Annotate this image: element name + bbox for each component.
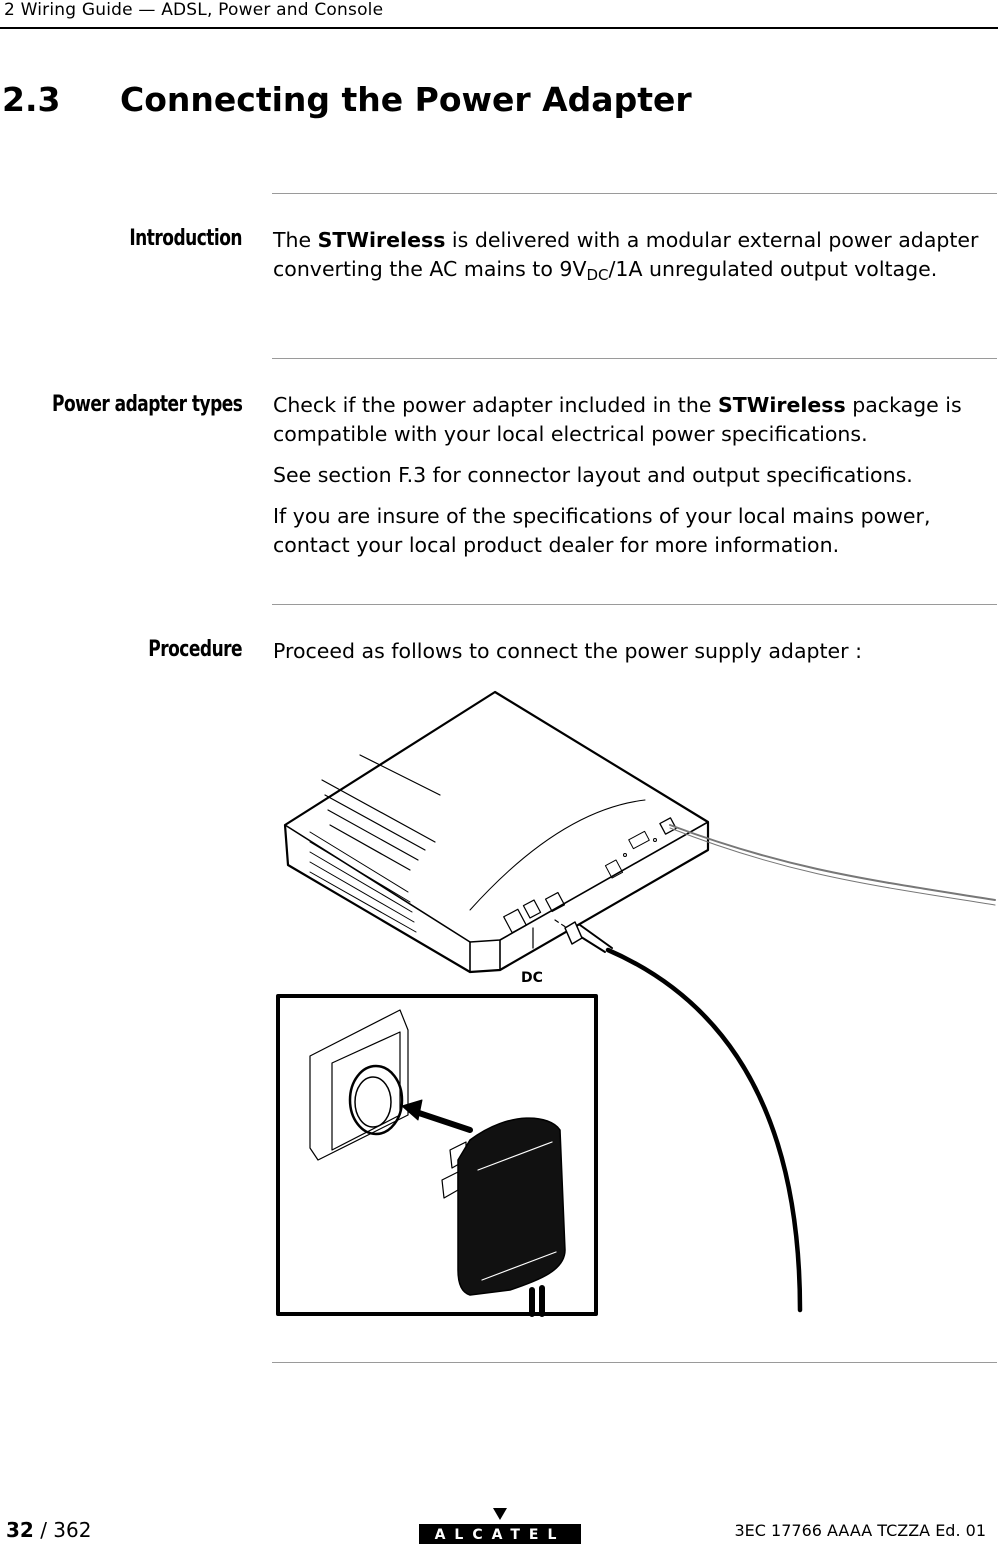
- text-run: package is compatible with your local electrical power specifications.: [273, 393, 962, 446]
- divider-rule: [272, 193, 997, 194]
- page-separator: /: [33, 1518, 54, 1542]
- section-title: [2, 80, 692, 119]
- side-label-procedure: Procedure: [148, 637, 242, 662]
- router-illustration: [285, 692, 708, 972]
- paragraph: If you are insure of the specifications of your local mains power, contact your local product dealer for more information.: [273, 504, 931, 557]
- paragraph: Proceed as follows to connect the power supply adapter :: [273, 639, 863, 663]
- paragraph: See section F.3 for connector layout and output specifications.: [273, 463, 913, 487]
- text-run: is delivered with a modular external power adapter converting the AC mains to 9V: [273, 228, 979, 281]
- product-name: STWireless: [717, 393, 846, 417]
- side-label-power-adapter-types: Power adapter types: [51, 392, 242, 417]
- text-run: /1A unregulated output voltage.: [608, 257, 938, 281]
- page-total: 362: [53, 1518, 92, 1542]
- divider-rule: [272, 1362, 997, 1363]
- text-run: Check if the power adapter included in the: [273, 393, 718, 417]
- document-code: 3EC 17766 AAAA TCZZA Ed. 01: [734, 1521, 986, 1540]
- divider-rule: [272, 358, 997, 359]
- dc-port-label: DC: [521, 970, 543, 986]
- page-current: 32: [6, 1518, 34, 1542]
- divider-rule: [272, 604, 997, 605]
- page-number: [6, 1518, 91, 1542]
- procedure-text: [273, 637, 993, 678]
- product-name: STWireless: [317, 228, 446, 252]
- logo-text: ALCATEL: [434, 1527, 566, 1543]
- section-title-text: Connecting the Power Adapter: [120, 80, 692, 119]
- power-adapter-figure: [270, 680, 997, 1330]
- paragraph: [273, 391, 993, 449]
- power-adapter-types-text: [273, 391, 993, 572]
- running-header: 2 Wiring Guide — ADSL, Power and Console: [4, 0, 384, 20]
- alcatel-logo: [419, 1508, 581, 1544]
- header-rule: [0, 27, 998, 29]
- introduction-paragraph: [273, 226, 993, 284]
- subscript: DC: [586, 266, 609, 284]
- section-number: 2.3: [2, 80, 61, 119]
- text-run: The: [273, 228, 318, 252]
- introduction-text: [273, 226, 993, 296]
- side-label-introduction: Introduction: [129, 226, 242, 251]
